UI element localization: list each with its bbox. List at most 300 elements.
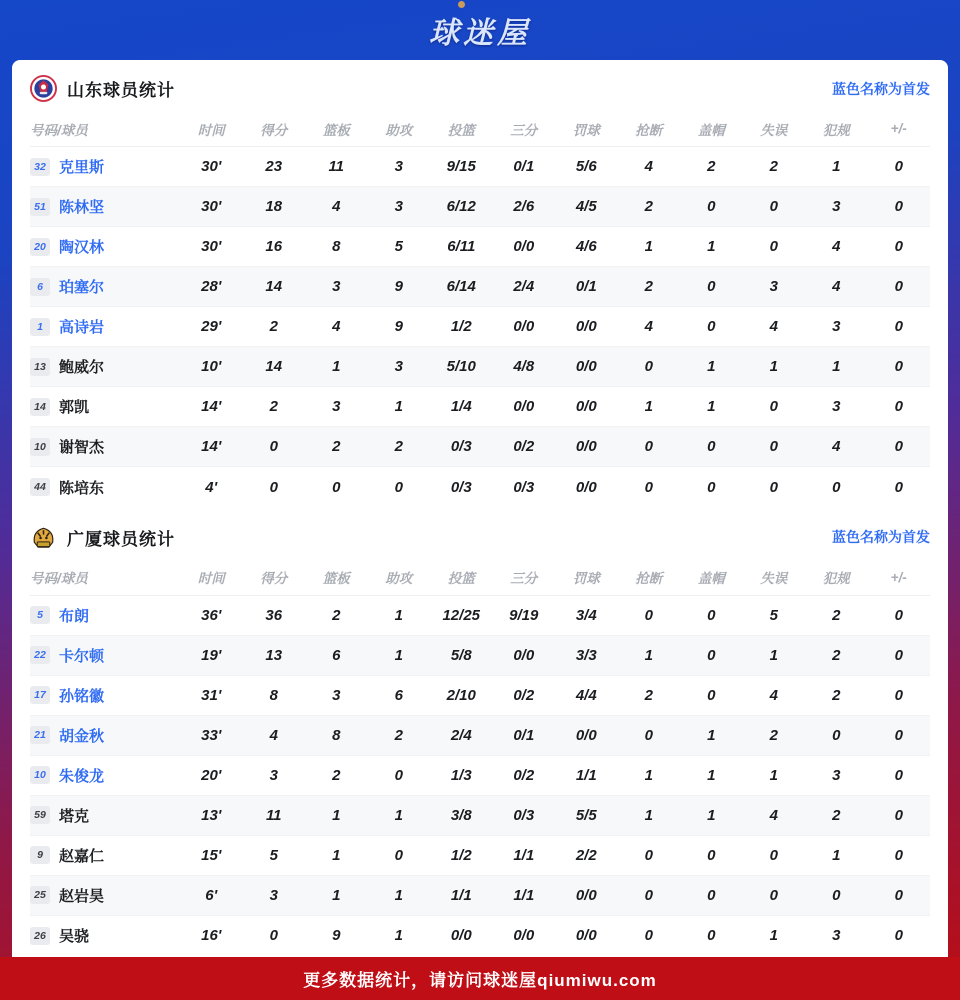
stat-cell: 9/15 bbox=[446, 158, 476, 175]
player-name[interactable]: 高诗岩 bbox=[59, 319, 105, 336]
stat-cell: 2 bbox=[644, 278, 653, 295]
stat-cell: 2/10 bbox=[446, 686, 476, 704]
stat-cell: 0/0 bbox=[575, 438, 597, 455]
column-header: 时间 bbox=[197, 122, 225, 138]
stat-cell: 1 bbox=[707, 238, 716, 255]
stat-cell: 3 bbox=[332, 686, 341, 704]
stat-cell: 1 bbox=[332, 886, 341, 904]
jersey-number-badge: 51 bbox=[30, 198, 50, 216]
player-cell bbox=[30, 725, 180, 746]
stat-cell: 28' bbox=[201, 278, 222, 295]
player-cell bbox=[30, 477, 180, 498]
stat-cell: 0/3 bbox=[513, 478, 535, 496]
stat-cell: 4 bbox=[769, 686, 778, 704]
table-row[interactable] bbox=[30, 347, 930, 387]
player-name[interactable]: 陶汉林 bbox=[59, 239, 105, 256]
player-name[interactable]: 卡尔顿 bbox=[59, 647, 105, 665]
stat-cell: 0/0 bbox=[513, 238, 535, 255]
table-row[interactable] bbox=[30, 596, 930, 636]
footer-text: 更多数据统计，请访问球迷屋qiumiwu.com bbox=[303, 971, 657, 990]
player-name[interactable]: 陈培东 bbox=[59, 479, 105, 497]
site-logo[interactable]: 球迷屋 bbox=[429, 17, 531, 50]
player-name[interactable]: 赵嘉仁 bbox=[59, 847, 105, 865]
team-section-shandong bbox=[12, 60, 948, 509]
table-row[interactable] bbox=[30, 916, 930, 956]
stat-cell: 0 bbox=[894, 198, 903, 215]
stat-cell: 0 bbox=[894, 726, 903, 744]
stat-cell: 0 bbox=[707, 886, 716, 904]
stat-cell: 4/5 bbox=[575, 198, 597, 215]
stat-cell: 3 bbox=[832, 766, 841, 784]
jersey-number-badge: 44 bbox=[30, 478, 50, 496]
stat-cell: 1/3 bbox=[450, 766, 472, 784]
column-header: 失误 bbox=[760, 571, 788, 586]
table-row[interactable] bbox=[30, 716, 930, 756]
player-name[interactable]: 朱俊龙 bbox=[59, 767, 105, 785]
stat-cell: 0 bbox=[707, 478, 716, 496]
gold-dot-icon bbox=[458, 1, 465, 8]
stat-cell: 1 bbox=[707, 358, 716, 375]
stat-cell: 3/4 bbox=[575, 606, 597, 624]
stat-cell: 0 bbox=[769, 846, 778, 864]
column-header: 犯规 bbox=[822, 571, 850, 586]
stat-cell: 14' bbox=[201, 398, 222, 415]
player-cell bbox=[30, 805, 180, 826]
stat-cell: 0 bbox=[769, 238, 778, 255]
player-cell bbox=[30, 885, 180, 906]
column-header: 失误 bbox=[760, 122, 788, 138]
stat-cell: 0 bbox=[269, 478, 278, 496]
stat-cell: 30' bbox=[201, 238, 222, 255]
stat-cell: 9 bbox=[394, 278, 403, 295]
stat-cell: 3 bbox=[269, 886, 278, 904]
jersey-number-badge: 26 bbox=[30, 927, 50, 945]
table-row[interactable] bbox=[30, 227, 930, 267]
stat-cell: 5 bbox=[269, 846, 278, 864]
stat-cell: 0 bbox=[894, 318, 903, 335]
column-header: 投篮 bbox=[447, 122, 475, 138]
stat-cell: 0 bbox=[769, 478, 778, 496]
table-row[interactable] bbox=[30, 147, 930, 187]
stat-cell: 4 bbox=[769, 318, 778, 335]
stat-cell: 4 bbox=[644, 158, 653, 175]
jersey-number-badge: 6 bbox=[30, 278, 50, 296]
stat-cell: 0/0 bbox=[575, 358, 597, 375]
stat-cell: 6 bbox=[394, 686, 403, 704]
stat-cell: 3 bbox=[832, 927, 841, 944]
stat-cell: 1 bbox=[394, 806, 403, 824]
stat-cell: 0 bbox=[894, 886, 903, 904]
stat-cell: 1 bbox=[707, 726, 716, 744]
player-cell bbox=[30, 236, 180, 257]
stat-cell: 1 bbox=[707, 398, 716, 415]
stat-cell: 5 bbox=[394, 238, 403, 255]
stat-cell: 1/1 bbox=[450, 886, 472, 904]
player-name[interactable]: 克里斯 bbox=[59, 159, 105, 176]
stat-cell: 2 bbox=[832, 686, 841, 704]
stat-cell: 29' bbox=[201, 318, 222, 335]
stat-cell: 0/1 bbox=[513, 726, 535, 744]
stat-cell: 3 bbox=[832, 318, 841, 335]
stat-cell: 1 bbox=[707, 806, 716, 824]
stat-cell: 0 bbox=[707, 438, 716, 455]
jersey-number-badge: 9 bbox=[30, 846, 50, 864]
stat-cell: 2 bbox=[707, 158, 716, 175]
stat-cell: 30' bbox=[201, 158, 222, 175]
stat-cell: 0 bbox=[832, 478, 841, 496]
stat-cell: 13 bbox=[265, 646, 283, 664]
stat-cell: 0 bbox=[644, 438, 653, 455]
column-header: 投篮 bbox=[447, 571, 475, 586]
stat-cell: 0/2 bbox=[513, 438, 535, 455]
stat-cell: 0 bbox=[894, 278, 903, 295]
table-row[interactable] bbox=[30, 307, 930, 347]
stat-cell: 4 bbox=[832, 438, 841, 455]
column-header: 篮板 bbox=[322, 122, 350, 138]
stat-cell: 0 bbox=[894, 238, 903, 255]
stat-cell: 0 bbox=[894, 478, 903, 496]
team-header bbox=[30, 60, 930, 111]
stat-cell: 4' bbox=[205, 478, 218, 496]
stat-cell: 0 bbox=[894, 927, 903, 944]
player-cell bbox=[30, 196, 180, 217]
stats-card-wrapper bbox=[0, 60, 960, 957]
stat-cell: 1 bbox=[332, 358, 341, 375]
player-cell bbox=[30, 276, 180, 297]
stat-cell: 0 bbox=[644, 886, 653, 904]
stat-cell: 0/0 bbox=[575, 318, 597, 335]
stat-cell: 1 bbox=[644, 398, 653, 415]
stat-cell: 0 bbox=[332, 478, 341, 496]
player-name[interactable]: 珀塞尔 bbox=[59, 279, 105, 296]
player-cell bbox=[30, 605, 180, 626]
stat-cell: 0 bbox=[894, 358, 903, 375]
stat-cell: 2/4 bbox=[513, 278, 535, 295]
stat-cell: 0 bbox=[644, 478, 653, 496]
player-name[interactable]: 谢智杰 bbox=[59, 439, 105, 456]
jersey-number-badge: 14 bbox=[30, 398, 50, 416]
stat-cell: 6' bbox=[205, 886, 218, 904]
stat-cell: 3/3 bbox=[575, 646, 597, 664]
stat-cell: 0 bbox=[894, 686, 903, 704]
starter-legend: 蓝色名称为首发 bbox=[832, 80, 930, 97]
stat-cell: 2 bbox=[644, 198, 653, 215]
stat-cell: 14 bbox=[265, 358, 283, 375]
stat-cell: 4 bbox=[832, 278, 841, 295]
stat-cell: 3 bbox=[832, 398, 841, 415]
stat-cell: 1 bbox=[644, 238, 653, 255]
stat-cell: 9/19 bbox=[509, 606, 539, 624]
stat-cell: 0/0 bbox=[513, 398, 535, 415]
stat-cell: 0 bbox=[894, 766, 903, 784]
stat-cell: 1 bbox=[769, 927, 778, 944]
stat-cell: 0 bbox=[894, 158, 903, 175]
stat-cell: 6/11 bbox=[447, 238, 476, 255]
column-header: 抢断 bbox=[635, 571, 663, 586]
column-header: 抢断 bbox=[635, 122, 663, 138]
player-name[interactable]: 胡金秋 bbox=[59, 727, 105, 745]
stat-cell: 2 bbox=[394, 726, 403, 744]
stat-cell: 2 bbox=[332, 766, 341, 784]
stat-cell: 20' bbox=[201, 766, 222, 784]
stat-cell: 8 bbox=[332, 238, 341, 255]
stat-cell: 9 bbox=[332, 927, 341, 944]
player-name[interactable]: 郭凯 bbox=[59, 399, 90, 416]
table-row[interactable] bbox=[30, 467, 930, 507]
jersey-number-badge: 10 bbox=[30, 438, 50, 456]
stat-cell: 0/0 bbox=[575, 886, 597, 904]
stat-cell: 5/8 bbox=[450, 646, 472, 664]
stat-cell: 0/2 bbox=[513, 686, 535, 704]
stat-cell: 0 bbox=[644, 927, 653, 944]
stat-cell: 30' bbox=[201, 198, 222, 215]
stat-cell: 1 bbox=[769, 766, 778, 784]
stat-cell: 1 bbox=[707, 766, 716, 784]
stat-cell: 0 bbox=[269, 438, 278, 455]
stat-cell: 3 bbox=[269, 766, 278, 784]
column-header: +/- bbox=[890, 569, 907, 585]
stat-cell: 14' bbox=[201, 438, 222, 455]
column-header: 盖帽 bbox=[697, 571, 725, 586]
table-row[interactable] bbox=[30, 876, 930, 916]
starter-legend: 蓝色名称为首发 bbox=[832, 529, 930, 545]
stat-cell: 0 bbox=[707, 846, 716, 864]
stat-cell: 19' bbox=[201, 646, 222, 664]
stat-cell: 11 bbox=[265, 806, 282, 824]
player-name[interactable]: 塔克 bbox=[59, 807, 90, 825]
player-cell bbox=[30, 925, 180, 946]
stat-cell: 12/25 bbox=[442, 606, 481, 624]
jersey-number-badge: 1 bbox=[30, 318, 50, 336]
player-cell bbox=[30, 396, 180, 417]
stat-cell: 2 bbox=[394, 438, 403, 455]
stat-cell: 5/6 bbox=[575, 158, 597, 175]
jersey-number-badge: 22 bbox=[30, 646, 50, 664]
stat-cell: 3/8 bbox=[450, 806, 472, 824]
column-header: 盖帽 bbox=[697, 122, 725, 138]
stat-cell: 13' bbox=[201, 806, 222, 824]
stat-cell: 31' bbox=[201, 686, 222, 704]
player-cell bbox=[30, 316, 180, 337]
column-header: 三分 bbox=[510, 571, 538, 586]
stat-cell: 1/1 bbox=[513, 846, 535, 864]
stat-cell: 2 bbox=[644, 686, 653, 704]
stat-cell: 2 bbox=[269, 398, 278, 415]
team-header bbox=[30, 509, 930, 560]
stat-cell: 0/3 bbox=[513, 806, 535, 824]
table-row[interactable] bbox=[30, 676, 930, 716]
stat-cell: 16 bbox=[265, 238, 283, 255]
jersey-number-badge: 32 bbox=[30, 158, 50, 176]
stat-cell: 4/6 bbox=[575, 238, 597, 255]
stat-cell: 2/4 bbox=[450, 726, 472, 744]
stat-cell: 1 bbox=[332, 846, 341, 864]
player-name[interactable]: 鲍威尔 bbox=[59, 359, 105, 376]
column-header-row bbox=[30, 111, 930, 147]
stat-cell: 1 bbox=[394, 927, 403, 944]
column-header: 号码/球员 bbox=[30, 571, 88, 586]
player-name[interactable]: 赵岩昊 bbox=[59, 887, 105, 905]
stat-cell: 0 bbox=[707, 646, 716, 664]
stat-cell: 0/2 bbox=[513, 766, 535, 784]
stat-cell: 8 bbox=[332, 726, 341, 744]
stat-cell: 6 bbox=[332, 646, 341, 664]
stat-cell: 0 bbox=[832, 726, 841, 744]
footer-banner bbox=[0, 957, 960, 1000]
stat-cell: 4 bbox=[332, 198, 341, 215]
stat-cell: 6/14 bbox=[446, 278, 476, 295]
jersey-number-badge: 20 bbox=[30, 238, 50, 256]
stat-cell: 0 bbox=[707, 686, 716, 704]
stat-cell: 1/2 bbox=[450, 846, 472, 864]
column-header: +/- bbox=[890, 121, 907, 136]
player-cell bbox=[30, 685, 180, 706]
stat-cell: 1 bbox=[769, 646, 778, 664]
stat-cell: 0/0 bbox=[575, 726, 597, 744]
stat-cell: 2 bbox=[269, 318, 278, 335]
stat-cell: 2 bbox=[832, 606, 841, 624]
jersey-number-badge: 21 bbox=[30, 726, 50, 744]
stat-cell: 1 bbox=[769, 358, 778, 375]
stat-cell: 3 bbox=[332, 278, 341, 295]
stat-cell: 1 bbox=[332, 806, 341, 824]
stat-cell: 4 bbox=[332, 318, 341, 335]
stat-cell: 10' bbox=[201, 358, 222, 375]
table-row[interactable] bbox=[30, 267, 930, 307]
stat-cell: 0 bbox=[894, 806, 903, 824]
team-title: 山东球员统计 bbox=[67, 81, 175, 100]
stat-cell: 1/2 bbox=[450, 318, 472, 335]
stat-cell: 1 bbox=[394, 398, 403, 415]
stat-cell: 1 bbox=[644, 806, 653, 824]
stat-cell: 0/0 bbox=[513, 318, 535, 335]
player-cell bbox=[30, 765, 180, 786]
stat-cell: 0 bbox=[269, 927, 278, 944]
stat-cell: 0 bbox=[707, 278, 716, 295]
stat-cell: 1 bbox=[394, 646, 403, 664]
table-row[interactable] bbox=[30, 387, 930, 427]
stat-cell: 0/0 bbox=[513, 927, 535, 944]
stat-cell: 0 bbox=[394, 478, 403, 496]
stat-cell: 3 bbox=[332, 398, 341, 415]
stat-cell: 16' bbox=[201, 927, 222, 944]
stat-cell: 1 bbox=[832, 158, 841, 175]
stat-cell: 0/1 bbox=[575, 278, 597, 295]
table-row[interactable] bbox=[30, 427, 930, 467]
table-row[interactable] bbox=[30, 756, 930, 796]
player-name[interactable]: 布朗 bbox=[59, 607, 90, 625]
column-header: 篮板 bbox=[322, 571, 350, 586]
stat-cell: 9 bbox=[394, 318, 403, 335]
stat-cell: 4/4 bbox=[575, 686, 597, 704]
column-header: 罚球 bbox=[572, 122, 600, 138]
stat-cell: 4 bbox=[832, 238, 841, 255]
team-title: 广厦球员统计 bbox=[67, 529, 175, 549]
stat-cell: 0/3 bbox=[450, 478, 472, 496]
stat-cell: 6/12 bbox=[446, 198, 476, 215]
stat-cell: 18 bbox=[265, 198, 283, 215]
stat-cell: 36 bbox=[265, 606, 283, 624]
jersey-number-badge: 17 bbox=[30, 686, 50, 704]
stat-cell: 5/5 bbox=[575, 806, 597, 824]
stat-cell: 2 bbox=[332, 606, 341, 624]
stat-cell: 1 bbox=[644, 646, 653, 664]
team-section-guangsha bbox=[12, 509, 948, 958]
column-header: 助攻 bbox=[385, 571, 413, 586]
stat-cell: 0/0 bbox=[575, 478, 597, 496]
column-header: 号码/球员 bbox=[30, 122, 88, 138]
table-row[interactable] bbox=[30, 187, 930, 227]
stat-cell: 0 bbox=[894, 846, 903, 864]
jersey-number-badge: 25 bbox=[30, 886, 50, 904]
stat-cell: 2/6 bbox=[513, 198, 535, 215]
stat-cell: 1 bbox=[832, 846, 841, 864]
stat-cell: 15' bbox=[201, 846, 222, 864]
stat-cell: 4 bbox=[769, 806, 778, 824]
player-cell bbox=[30, 156, 180, 177]
shandong-badge-icon bbox=[30, 75, 57, 102]
table-row[interactable] bbox=[30, 636, 930, 676]
stat-cell: 0/0 bbox=[575, 927, 597, 944]
stat-cell: 0 bbox=[644, 846, 653, 864]
column-header-row bbox=[30, 560, 930, 596]
stat-cell: 3 bbox=[394, 358, 403, 375]
stat-cell: 0 bbox=[394, 846, 403, 864]
column-header: 得分 bbox=[260, 122, 288, 138]
stat-cell: 36' bbox=[201, 606, 222, 624]
jersey-number-badge: 13 bbox=[30, 358, 50, 376]
stat-cell: 0 bbox=[769, 438, 778, 455]
stat-cell: 3 bbox=[394, 198, 403, 215]
stat-cell: 33' bbox=[201, 726, 222, 744]
stat-cell: 3 bbox=[832, 198, 841, 215]
player-name[interactable]: 吴骁 bbox=[59, 928, 90, 945]
stat-cell: 4 bbox=[269, 726, 278, 744]
stat-cell: 3 bbox=[769, 278, 778, 295]
table-row[interactable] bbox=[30, 796, 930, 836]
stat-cell: 0 bbox=[707, 606, 716, 624]
stat-cell: 23 bbox=[265, 158, 283, 175]
stat-cell: 2 bbox=[832, 806, 841, 824]
stat-cell: 0 bbox=[707, 318, 716, 335]
stat-cell: 8 bbox=[269, 686, 278, 704]
stat-cell: 0/3 bbox=[450, 438, 472, 455]
stat-cell: 4 bbox=[644, 318, 653, 335]
stat-cell: 0 bbox=[894, 438, 903, 455]
stat-cell: 0/1 bbox=[513, 158, 535, 175]
stat-cell: 1/4 bbox=[450, 398, 472, 415]
stat-cell: 0 bbox=[644, 726, 653, 744]
stat-cell: 1 bbox=[832, 358, 841, 375]
stat-cell: 4/8 bbox=[513, 358, 535, 375]
stat-cell: 5/10 bbox=[446, 358, 476, 375]
column-header: 得分 bbox=[260, 571, 288, 586]
stat-cell: 2 bbox=[832, 646, 841, 664]
table-row[interactable] bbox=[30, 836, 930, 876]
stat-cell: 1/1 bbox=[575, 766, 597, 784]
player-name[interactable]: 孙铭徽 bbox=[59, 687, 105, 705]
stat-cell: 2 bbox=[332, 438, 341, 455]
top-brand-bar bbox=[0, 0, 960, 60]
table-body bbox=[30, 596, 930, 956]
stat-cell: 0 bbox=[394, 766, 403, 784]
player-name[interactable]: 陈林坚 bbox=[59, 199, 105, 216]
stat-cell: 0 bbox=[894, 398, 903, 415]
guangsha-lion-icon bbox=[30, 524, 57, 551]
stats-card bbox=[12, 60, 948, 957]
stat-cell: 0 bbox=[707, 927, 716, 944]
column-header: 助攻 bbox=[385, 122, 413, 138]
